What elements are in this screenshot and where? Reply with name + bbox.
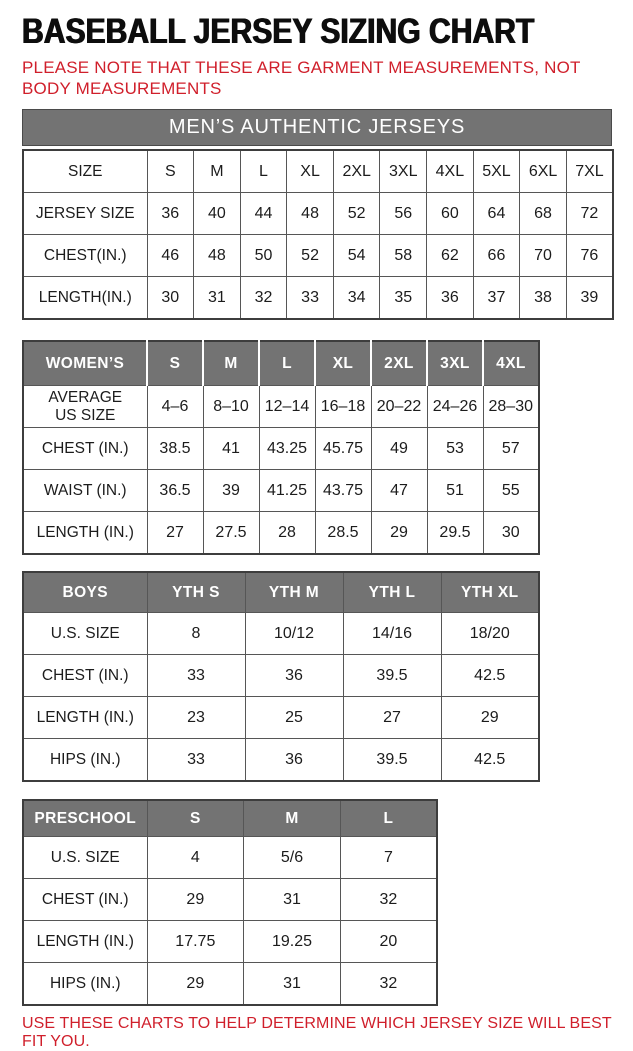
header-cell: YTH M xyxy=(245,572,343,613)
table-cell: 43.25 xyxy=(259,428,315,470)
table-cell: 28.5 xyxy=(315,512,371,555)
table-cell: 36 xyxy=(427,277,474,320)
row-label: HIPS (IN.) xyxy=(23,963,147,1006)
table-cell: 30 xyxy=(147,277,194,320)
header-cell: M xyxy=(244,800,341,837)
garment-measurements-note: PLEASE NOTE THAT THESE ARE GARMENT MEASUREMENTS, NOT BODY MEASUREMENTS xyxy=(22,57,581,98)
row-label: CHEST(IN.) xyxy=(23,235,147,277)
table-cell: 39.5 xyxy=(343,655,441,697)
table-cell: 68 xyxy=(520,193,567,235)
table-cell: 35 xyxy=(380,277,427,320)
table-cell: 58 xyxy=(380,235,427,277)
table-cell: 5/6 xyxy=(244,837,341,879)
table-cell: 72 xyxy=(566,193,613,235)
table-cell: 8–10 xyxy=(203,386,259,428)
table-cell: 14/16 xyxy=(343,613,441,655)
table-cell: 46 xyxy=(147,235,194,277)
table-cell: 36 xyxy=(245,655,343,697)
table-row xyxy=(23,655,539,697)
table-cell: 42.5 xyxy=(441,655,539,697)
table-row xyxy=(23,963,437,1006)
table-row xyxy=(23,235,613,277)
header-row xyxy=(23,341,539,386)
table-cell: 40 xyxy=(194,193,241,235)
boys-sizing-table xyxy=(22,571,540,782)
row-label: LENGTH (IN.) xyxy=(23,921,147,963)
table-cell: 27.5 xyxy=(203,512,259,555)
table-cell: 43.75 xyxy=(315,470,371,512)
table-cell: 29 xyxy=(147,963,244,1006)
row-label: LENGTH (IN.) xyxy=(23,512,147,555)
footer-note: USE THESE CHARTS TO HELP DETERMINE WHICH JERSEY SIZE WILL BEST FIT YOU. xyxy=(22,1015,612,1051)
header-cell: S xyxy=(147,800,244,837)
table-cell: 37 xyxy=(473,277,520,320)
table-cell: 30 xyxy=(483,512,539,555)
header-row xyxy=(23,800,437,837)
table-cell: 33 xyxy=(147,739,245,782)
table-cell: 29 xyxy=(147,879,244,921)
table-cell: 10/12 xyxy=(245,613,343,655)
table-cell: 29 xyxy=(371,512,427,555)
table-cell: 29 xyxy=(441,697,539,739)
table-cell: 25 xyxy=(245,697,343,739)
row-label: LENGTH (IN.) xyxy=(23,697,147,739)
table-cell: 41.25 xyxy=(259,470,315,512)
table-cell: 44 xyxy=(240,193,287,235)
table-cell: 31 xyxy=(244,879,341,921)
table-cell: 48 xyxy=(194,235,241,277)
table-cell: 64 xyxy=(473,193,520,235)
header-cell: YTH XL xyxy=(441,572,539,613)
table-cell: 50 xyxy=(240,235,287,277)
table-cell: 33 xyxy=(147,655,245,697)
row-label: WAIST (IN.) xyxy=(23,470,147,512)
header-cell: YTH S xyxy=(147,572,245,613)
table-cell: 54 xyxy=(333,235,380,277)
table-cell: 5XL xyxy=(473,150,520,193)
table-cell: 27 xyxy=(343,697,441,739)
table-cell: 39 xyxy=(203,470,259,512)
table-cell: 4 xyxy=(147,837,244,879)
mens-sizing-table xyxy=(22,149,614,320)
table-cell: L xyxy=(240,150,287,193)
womens-sizing-table xyxy=(22,340,540,555)
header-cell: M xyxy=(203,341,259,386)
header-cell: S xyxy=(147,341,203,386)
table-cell: 31 xyxy=(194,277,241,320)
header-cell: WOMEN’S xyxy=(23,341,147,386)
table-row xyxy=(23,739,539,782)
table-row xyxy=(23,470,539,512)
table-cell: 36 xyxy=(147,193,194,235)
table-cell: 7XL xyxy=(566,150,613,193)
table-cell: 62 xyxy=(427,235,474,277)
row-label: CHEST (IN.) xyxy=(23,879,147,921)
table-cell: 76 xyxy=(566,235,613,277)
table-cell: 36.5 xyxy=(147,470,203,512)
table-cell: 3XL xyxy=(380,150,427,193)
table-row xyxy=(23,837,437,879)
table-cell: 2XL xyxy=(333,150,380,193)
table-cell: 32 xyxy=(240,277,287,320)
mens-section-header: MEN’S AUTHENTIC JERSEYS xyxy=(22,109,612,146)
table-cell: 55 xyxy=(483,470,539,512)
table-row xyxy=(23,879,437,921)
row-label: HIPS (IN.) xyxy=(23,739,147,782)
row-label: AVERAGE US SIZE xyxy=(23,386,147,428)
header-cell: 4XL xyxy=(483,341,539,386)
table-cell: 53 xyxy=(427,428,483,470)
row-label: LENGTH(IN.) xyxy=(23,277,147,320)
table-cell: 28–30 xyxy=(483,386,539,428)
table-cell: 19.25 xyxy=(244,921,341,963)
table-row xyxy=(23,386,539,428)
table-cell: 12–14 xyxy=(259,386,315,428)
page-title-text: BASEBALL JERSEY SIZING CHART xyxy=(22,12,535,51)
header-cell: L xyxy=(259,341,315,386)
header-cell: PRESCHOOL xyxy=(23,800,147,837)
table-cell: 8 xyxy=(147,613,245,655)
header-cell: BOYS xyxy=(23,572,147,613)
header-cell: YTH L xyxy=(343,572,441,613)
table-cell: 42.5 xyxy=(441,739,539,782)
table-cell: 31 xyxy=(244,963,341,1006)
table-cell: 4XL xyxy=(427,150,474,193)
table-row xyxy=(23,697,539,739)
row-label: U.S. SIZE xyxy=(23,837,147,879)
table-cell: 60 xyxy=(427,193,474,235)
table-cell: 33 xyxy=(287,277,334,320)
table-cell: 20 xyxy=(340,921,437,963)
page-title xyxy=(22,14,633,51)
row-label: CHEST (IN.) xyxy=(23,655,147,697)
table-cell: XL xyxy=(287,150,334,193)
table-cell: 39.5 xyxy=(343,739,441,782)
table-row xyxy=(23,921,437,963)
table-cell: 38.5 xyxy=(147,428,203,470)
table-row xyxy=(23,613,539,655)
table-row xyxy=(23,193,613,235)
table-cell: 45.75 xyxy=(315,428,371,470)
table-cell: 52 xyxy=(333,193,380,235)
table-row xyxy=(23,277,613,320)
table-cell: 6XL xyxy=(520,150,567,193)
header-cell: 2XL xyxy=(371,341,427,386)
table-cell: 34 xyxy=(333,277,380,320)
table-cell: 41 xyxy=(203,428,259,470)
table-cell: M xyxy=(194,150,241,193)
table-cell: 4–6 xyxy=(147,386,203,428)
header-cell: L xyxy=(340,800,437,837)
table-cell: 29.5 xyxy=(427,512,483,555)
table-cell: 51 xyxy=(427,470,483,512)
table-cell: 49 xyxy=(371,428,427,470)
table-cell: 7 xyxy=(340,837,437,879)
table-cell: 57 xyxy=(483,428,539,470)
table-cell: 32 xyxy=(340,879,437,921)
table-cell: 70 xyxy=(520,235,567,277)
row-label: JERSEY SIZE xyxy=(23,193,147,235)
table-cell: 36 xyxy=(245,739,343,782)
table-cell: 17.75 xyxy=(147,921,244,963)
table-cell: 32 xyxy=(340,963,437,1006)
header-cell: 3XL xyxy=(427,341,483,386)
table-cell: 28 xyxy=(259,512,315,555)
table-cell: 39 xyxy=(566,277,613,320)
table-cell: 52 xyxy=(287,235,334,277)
table-cell: S xyxy=(147,150,194,193)
table-cell: 48 xyxy=(287,193,334,235)
table-row xyxy=(23,428,539,470)
table-cell: 23 xyxy=(147,697,245,739)
table-cell: 56 xyxy=(380,193,427,235)
table-row xyxy=(23,512,539,555)
row-label: U.S. SIZE xyxy=(23,613,147,655)
header-cell: XL xyxy=(315,341,371,386)
table-cell: 27 xyxy=(147,512,203,555)
row-label: CHEST (IN.) xyxy=(23,428,147,470)
table-cell: 38 xyxy=(520,277,567,320)
table-cell: 66 xyxy=(473,235,520,277)
table-cell: 24–26 xyxy=(427,386,483,428)
table-cell: 20–22 xyxy=(371,386,427,428)
table-cell: 16–18 xyxy=(315,386,371,428)
table-row xyxy=(23,150,613,193)
table-cell: 47 xyxy=(371,470,427,512)
preschool-sizing-table xyxy=(22,799,438,1006)
row-label: SIZE xyxy=(23,150,147,193)
header-row xyxy=(23,572,539,613)
table-cell: 18/20 xyxy=(441,613,539,655)
